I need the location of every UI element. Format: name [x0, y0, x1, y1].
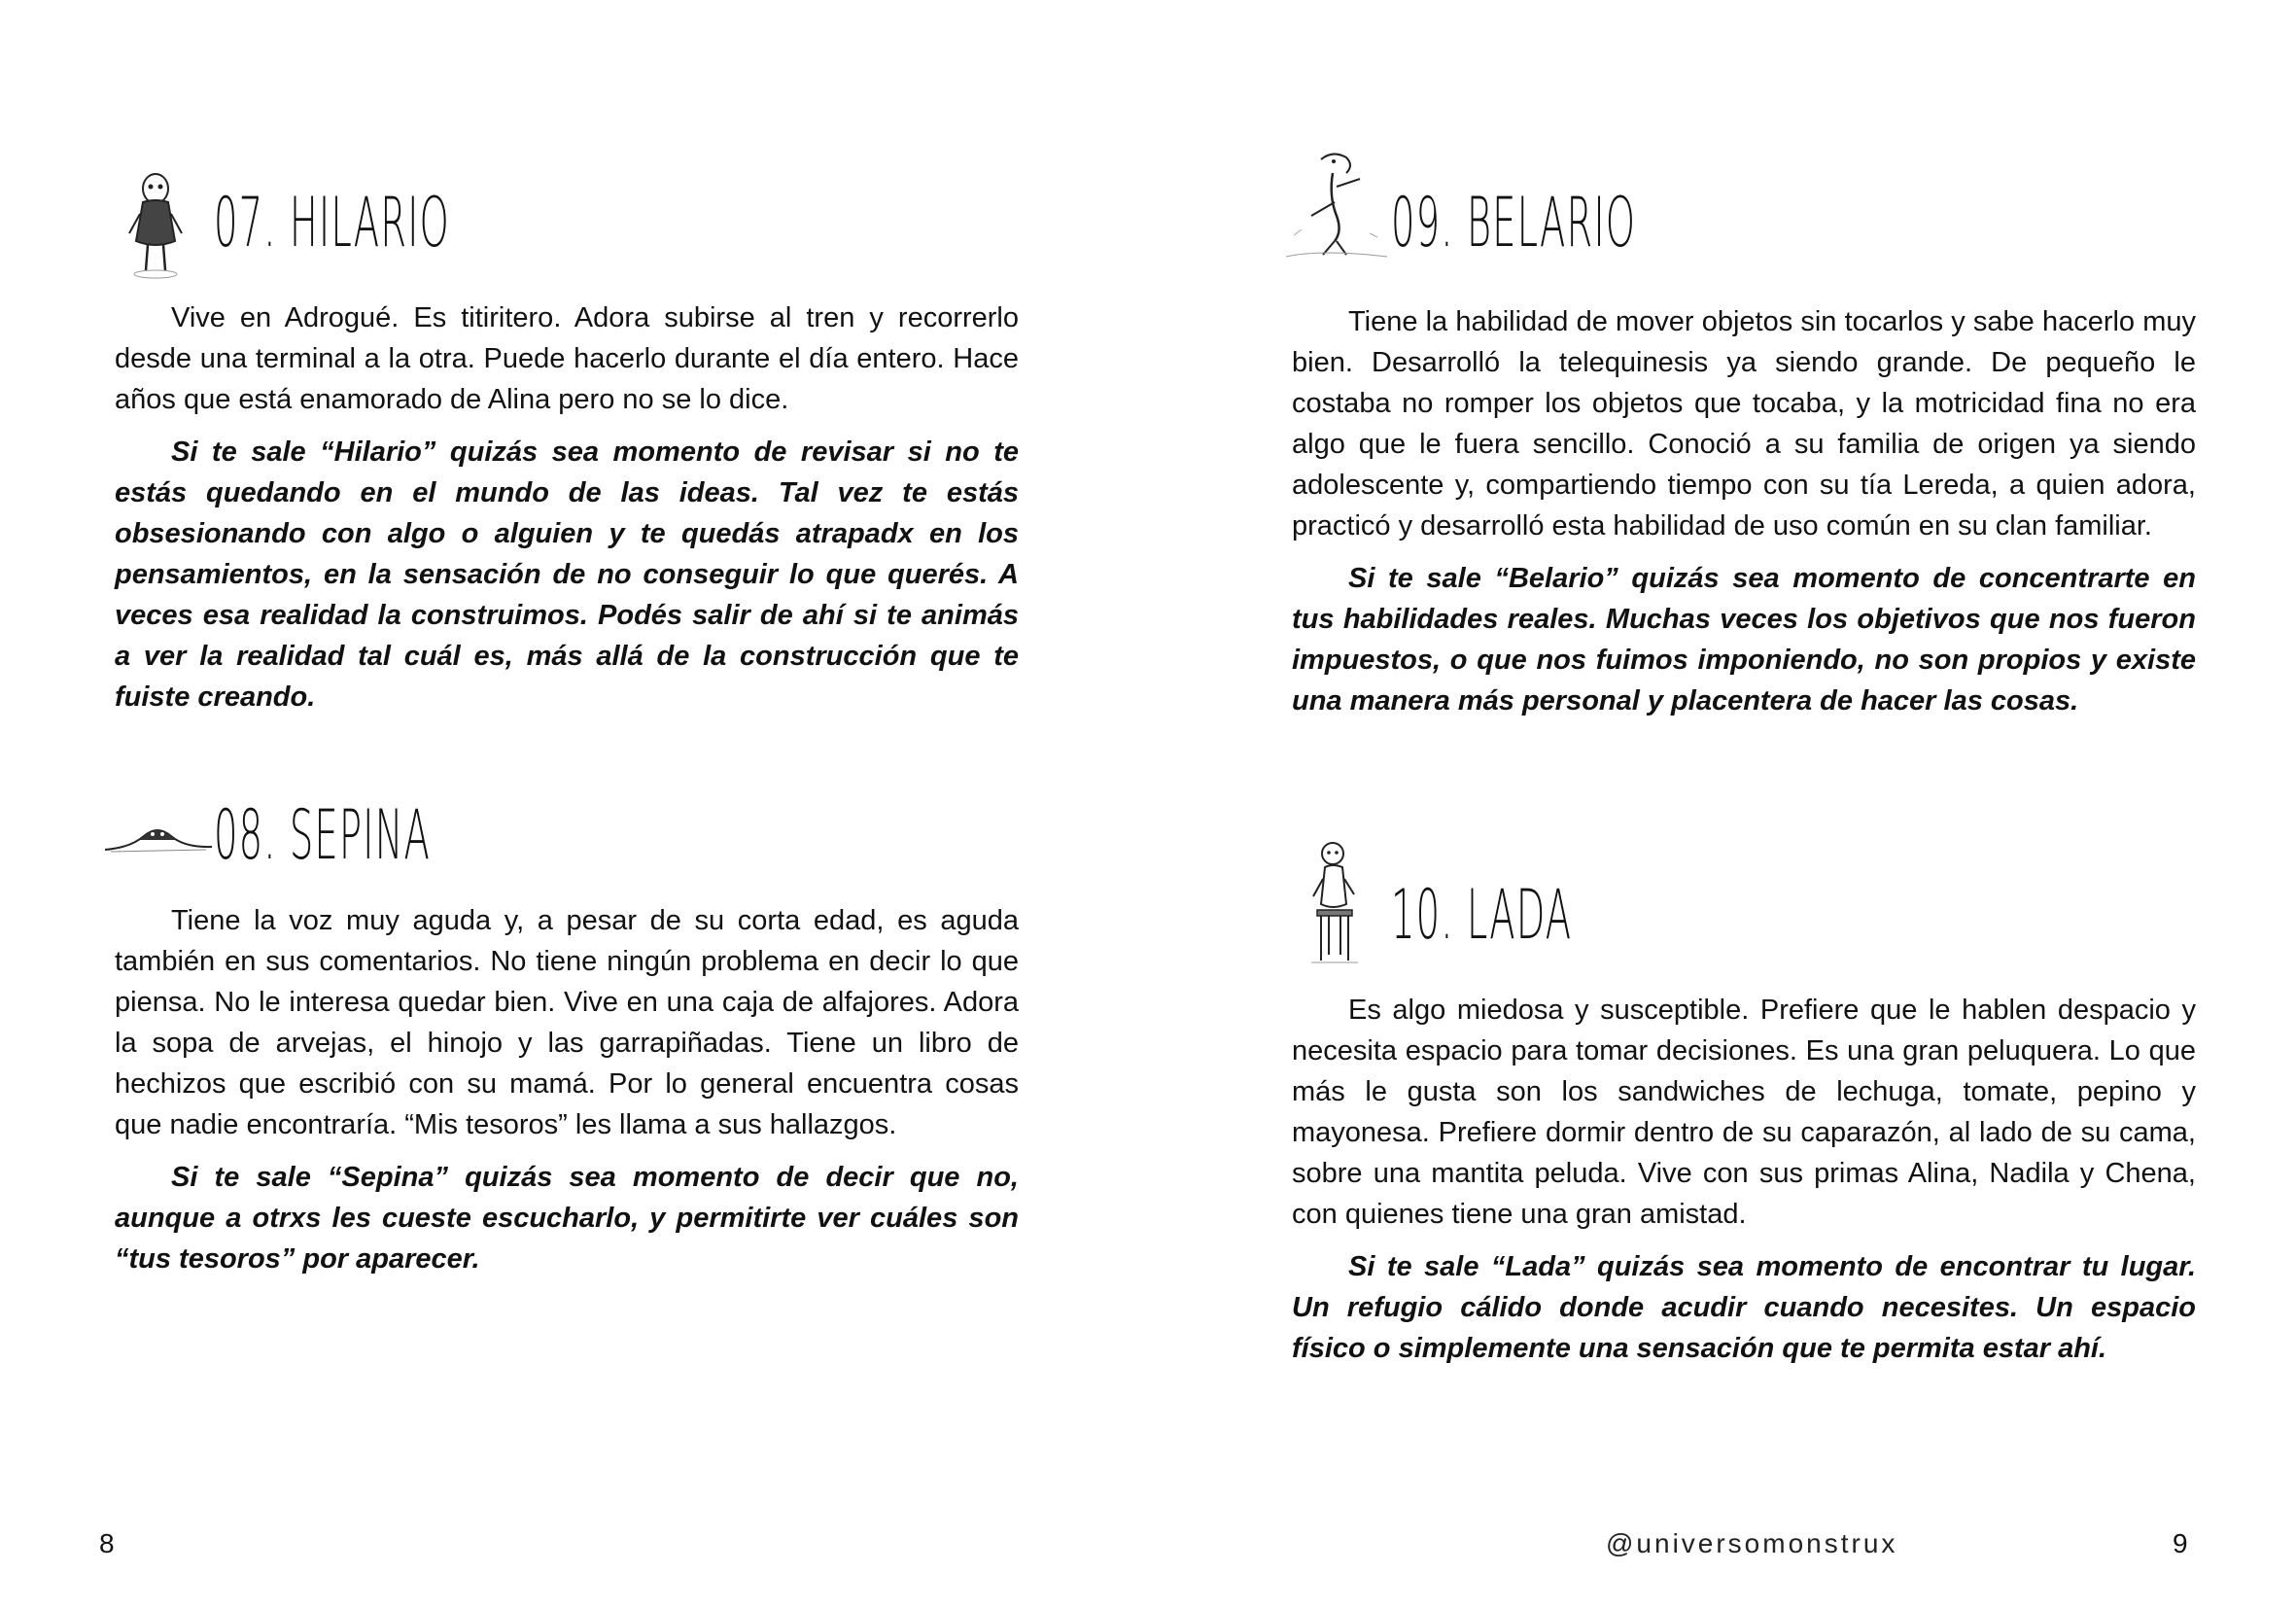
page-number: 9 — [2173, 1528, 2188, 1558]
entry-header — [1292, 148, 2196, 274]
entry-header — [1292, 838, 2196, 964]
entry-description: Vive en Adrogué. Es titiritero. Adora subirse al tren y recorrerlo desde una terminal a la otra. Puede hacerlo durante el día entero. Hace años que está enamorado de Alina pero no se lo dice. — [115, 302, 1019, 415]
entry-description: Tiene la habilidad de mover objetos sin tocarlos y sabe hacerlo muy bien. Desarrolló la telequinesis ya siendo grande. De pequeño le costaba no romper los objetos que tocaba, y la motricidad fina no era algo que le fuera sencillo. Conoció a su familia de origen ya siendo adolescente y, compartiendo tiempo con su tía Lereda, a quien adora, practicó y desarrolló esta habilidad de uso común en su clan familiar. — [1292, 306, 2196, 542]
entry-belario — [1292, 148, 2196, 717]
entry-description: Es algo miedosa y susceptible. Prefiere que le hablen despacio y necesita espacio para tomar decisiones. Es una gran peluquera. Lo que más le gusta son los sandwiches de lechuga, tomate, pepino y mayonesa. Prefiere dormir dentro de su caparazón, al lado de su cama, sobre una mantita peluda. Vive con sus primas Alina, Nadila y Chena, con quienes tiene una gran amistad. — [1292, 995, 2196, 1230]
entry-title: 08. SEPINA — [214, 795, 431, 875]
entry-body — [1292, 990, 2196, 1369]
entry-hilario — [115, 156, 1019, 713]
entry-body — [1292, 301, 2196, 721]
entry-reading: Si te sale “Hilario” quizás sea momento de revisar si no te estás quedando en el mundo de las ideas. Tal vez te estás obsesionando con algo o alguien y te quedás atrapadx en los pensamientos, en la sensación de no conseguir lo que querés. A veces esa realidad la construimos. Podés salir de ahí si te animás a ver la realidad tal cuál es, más allá de la construcción que te fuiste creando. — [115, 437, 1019, 713]
entry-lada — [1292, 838, 2196, 1364]
seated-creature-icon — [1307, 838, 1362, 968]
entry-body — [115, 297, 1019, 717]
entry-title: 07. HILARIO — [214, 183, 450, 262]
entry-description: Tiene la voz muy aguda y, a pesar de su corta edad, es aguda también en sus comentarios. No tiene ningún problema en decir lo que piensa. No le interesa quedar bien. Vive en una caja de alfajores. Adora la sopa de arvejas, el hinojo y las garrapiñadas. Tiene un libro de hechizos que escribió con su mamá. Por lo general encuentra cosas que nadie encontraría. “Mis tesoros” les llama a sus hallazgos. — [115, 905, 1019, 1140]
social-handle: @universomonstrux — [1606, 1528, 1898, 1558]
page-right — [1148, 0, 2296, 1608]
entry-header — [115, 156, 1019, 282]
page-number: 8 — [99, 1528, 115, 1558]
entry-sepina — [115, 768, 1019, 1275]
long-creature-icon — [1282, 148, 1391, 262]
entry-header — [115, 768, 1019, 894]
entry-reading: Si te sale “Belario” quizás sea momento de concentrarte en tus habilidades reales. Muchas veces los objetivos que nos fueron impuestos, o que nos fuimos imponiendo, no son propios y existe una manera más personal y placentera de hacer las cosas. — [1292, 563, 2196, 717]
entry-reading: Si te sale “Sepina” quizás sea momento de decir que no, aunque a otrxs les cueste escucharlo, y permitirte ver cuáles son “tus tesoros” por aparecer. — [115, 1162, 1019, 1275]
entry-title: 10. LADA — [1391, 875, 1573, 955]
entry-reading: Si te sale “Lada” quizás sea momento de encontrar tu lugar. Un refugio cálido donde acudir cuando necesites. Un espacio físico o simplemente una sensación que te permita estar ahí. — [1292, 1251, 2196, 1364]
hooded-creature-icon — [126, 165, 185, 287]
flat-creature-icon — [101, 815, 216, 857]
entry-body — [115, 900, 1019, 1279]
entry-title: 09. BELARIO — [1391, 183, 1637, 262]
